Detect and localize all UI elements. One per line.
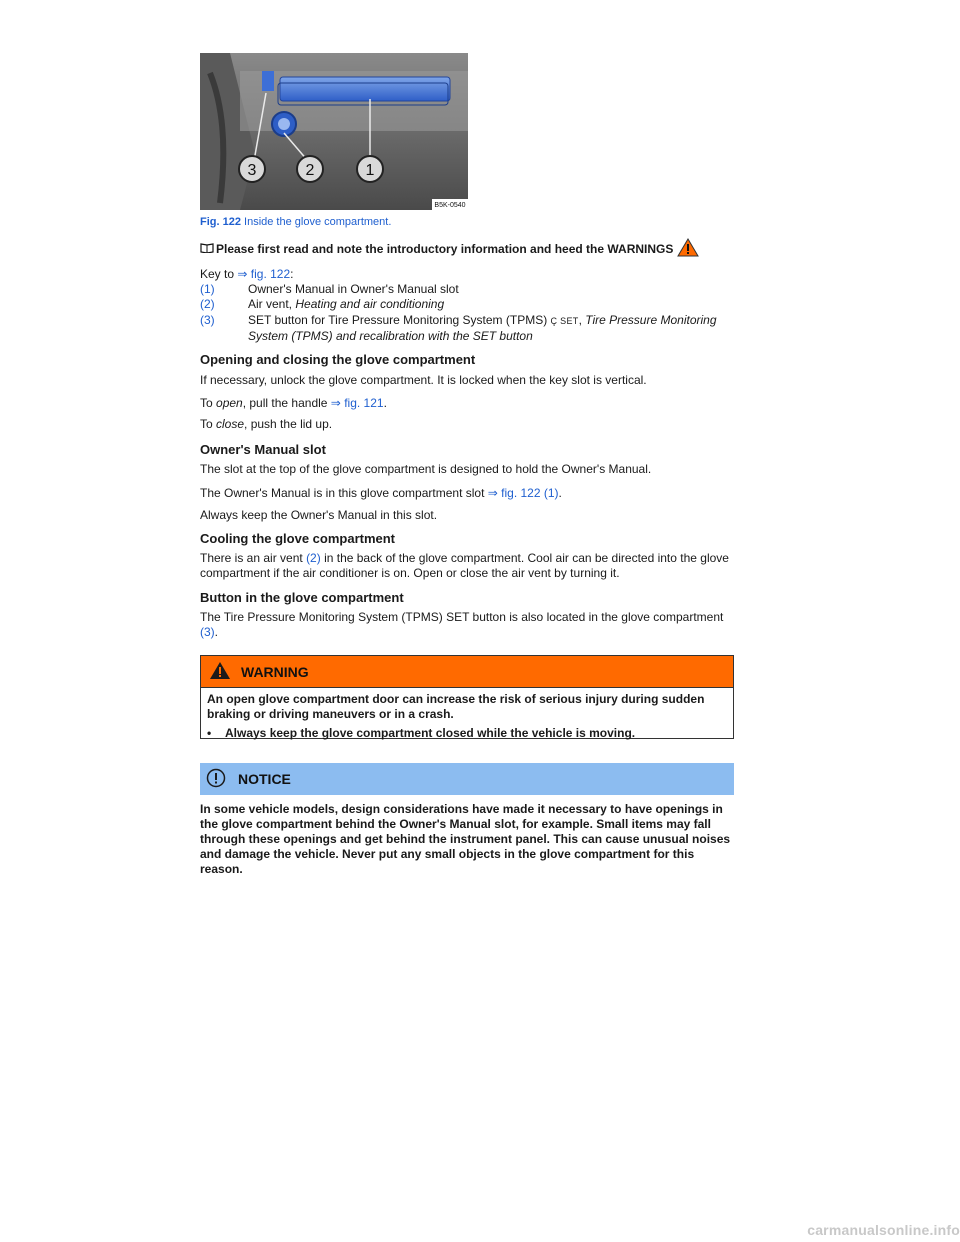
key-item: (2) Air vent, Heating and air conditioning xyxy=(200,297,445,311)
figure-caption-text: Inside the glove compartment. xyxy=(240,216,392,228)
opening-paragraph-3: To close, push the lid up. xyxy=(200,417,333,431)
warning-text: An open glove compartment door can increase the risk of serious injury during sudden braking or driving maneuvers or in a crash. xyxy=(207,692,705,721)
section-title-cooling: Cooling the glove compartment xyxy=(200,531,396,546)
key-item: (1) Owner's Manual in Owner's Manual slot xyxy=(200,282,459,296)
warning-triangle-icon xyxy=(209,661,231,683)
slot-paragraph-1: The slot at the top of the glove compartment is designed to hold the Owner's Manual. xyxy=(200,462,652,476)
warning-bullet: • Always keep the glove compartment closed while the vehicle is moving. xyxy=(207,726,636,740)
watermark: carmanualsonline.info xyxy=(807,1222,960,1238)
warning-title: WARNING xyxy=(241,663,309,680)
set-button-symbol: Ç SET xyxy=(550,316,579,326)
key-item: (3) SET button for Tire Pressure Monitoring System (TPMS) Ç SET, Tire Pressure Monitoring System (TPMS) and recalibration with the SET button xyxy=(200,313,717,343)
key-to-line: Key to ⇒ fig. 122: xyxy=(200,267,294,281)
callout-3 xyxy=(239,156,265,182)
notice-title: NOTICE xyxy=(238,771,291,787)
fig-121-link[interactable]: fig. 121 xyxy=(344,396,384,410)
air-vent-ref-link[interactable]: (2) xyxy=(306,551,321,565)
notice-header xyxy=(200,763,734,795)
svg-text:3: 3 xyxy=(247,162,257,179)
svg-text:1: 1 xyxy=(365,162,375,179)
section-title-slot: Owner's Manual slot xyxy=(200,442,326,457)
warning-triangle-icon[interactable] xyxy=(677,238,699,260)
warning-body xyxy=(201,688,733,745)
intro-text: Please first read and note the introductory information and heed the WARNINGS xyxy=(216,242,674,256)
notice-icon xyxy=(206,768,226,791)
cooling-paragraph: There is an air vent (2) in the back of the glove compartment. Cool air can be directed into the glove compartment if the air conditioner is on. Open or close the air vent by turning it. xyxy=(200,551,729,580)
glove-compartment-figure xyxy=(200,53,468,210)
book-icon xyxy=(200,242,214,256)
figure-caption xyxy=(200,216,391,228)
set-button-ref-link[interactable]: (3) xyxy=(200,625,215,639)
callout-1 xyxy=(357,156,383,182)
svg-text:2: 2 xyxy=(305,162,315,179)
figure-label: Fig. 122 xyxy=(200,216,241,228)
section-title-opening: Opening and closing the glove compartment xyxy=(200,352,476,367)
intro-note xyxy=(200,238,699,260)
slot-paragraph-2: The Owner's Manual is in this glove compartment slot ⇒ fig. 122 (1). xyxy=(200,486,562,500)
glove-compartment-illustration xyxy=(200,53,468,210)
warning-header xyxy=(201,656,733,688)
heating-link-text[interactable]: Heating and air conditioning xyxy=(295,297,445,311)
fig-122-link[interactable]: fig. 122 xyxy=(250,267,291,281)
slot-paragraph-3: Always keep the Owner's Manual in this slot. xyxy=(200,508,438,522)
button-paragraph: The Tire Pressure Monitoring System (TPMS) SET button is also located in the glove compartment (3). xyxy=(200,610,724,639)
fig-122-1-link[interactable]: fig. 122 (1) xyxy=(501,486,559,500)
figure-code: B5K-0540 xyxy=(434,202,466,209)
opening-paragraph-2: To open, pull the handle ⇒ fig. 121. xyxy=(200,396,387,410)
tpms-link-text[interactable]: Tire Pressure Monitoring System (TPMS) and recalibration with the SET button xyxy=(248,313,717,343)
section-title-button: Button in the glove compartment xyxy=(200,590,404,605)
callout-2 xyxy=(297,156,323,182)
opening-paragraph-1: If necessary, unlock the glove compartment. It is locked when the key slot is vertical. xyxy=(200,373,647,387)
notice-body: In some vehicle models, design considerations have made it necessary to have openings in the glove compartment behind the Owner's Manual slot, for example. Small items may fall through these openings and get behind the instrument panel. This can cause unusual noises and damage the vehicle. Never put any small objects in the glove compartment for this reason. xyxy=(200,802,731,876)
warning-box xyxy=(200,655,734,739)
